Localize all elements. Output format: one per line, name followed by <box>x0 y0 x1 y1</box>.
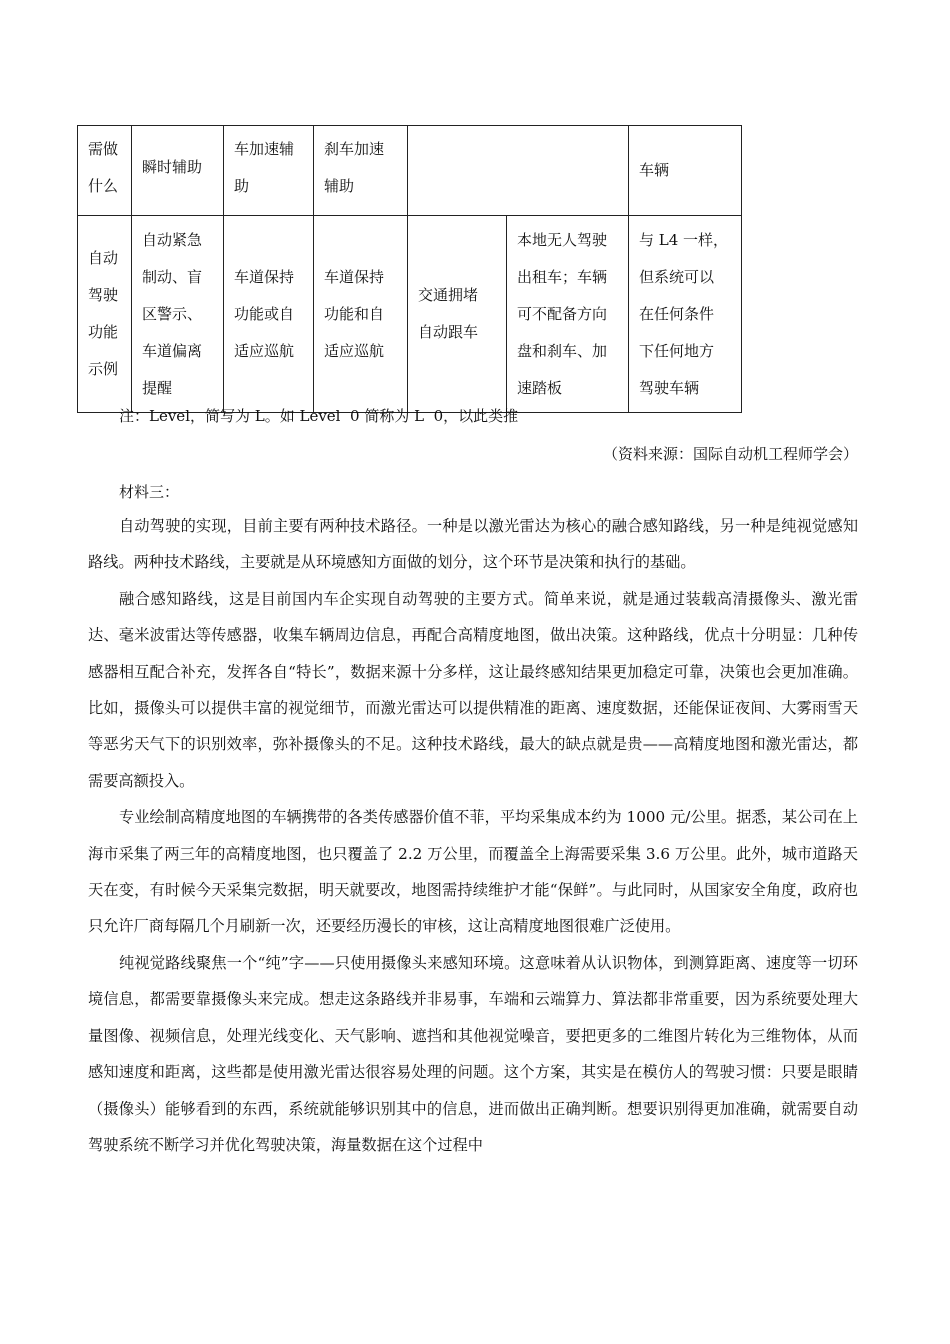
source-citation: （资料来源：国际自动机工程师学会） <box>602 445 858 463</box>
table-cell <box>224 126 314 216</box>
cell-text: 瞬时辅助 <box>142 158 203 176</box>
table-cell <box>314 216 408 413</box>
paragraph: 融合感知路线，这是目前国内车企实现自动驾驶的主要方式。简单来说，就是通过装载高清摄像头、激光雷达、毫米波雷达等传感器，收集车辆周边信息，再配合高精度地图，做出决策。这种路线，优点十分明显：几种传感器相互配合补充，发挥各自“特长”，数据来源十分多样，这让最终感知结果更加稳定可靠，决策也会更加准确。比如，摄像头可以提供丰富的视觉细节，而激光雷达可以提供精准的距离、速度数据，还能保证夜间、大雾雨雪天等恶劣天气下的识别效率，弥补摄像头的不足。这种技术路线，最大的缺点就是贵——高精度地图和激光雷达，都需要高额投入。 <box>88 589 858 790</box>
table-cell <box>224 216 314 413</box>
cell-text: 需做 什么 <box>88 140 119 195</box>
cell-text: 本地无人驾驶 出租车；车辆 可不配备方向 盘和刹车、加 速踏板 <box>517 230 608 397</box>
paragraph: 纯视觉路线聚焦一个“纯”字——只使用摄像头来感知环境。这意味着从认识物体，到测算距离、速度等一切环境信息，都需要靠摄像头来完成。想走这条路线并非易事，车端和云端算力、算法都非常重要，因为系统要处理大量图像、视频信息，处理光线变化、天气影响、遮挡和其他视觉噪音，要把更多的二维图片转化为三维物体，从而感知速度和距离，这些都是使用激光雷达很容易处理的问题。这个方案，其实是在模仿人的驾驶习惯：只要是眼睛（摄像头）能够看到的东西，系统就能够识别其中的信息，进而做出正确判断。想要识别得更加准确，就需要自动驾驶系统不断学习并优化驾驶决策，海量数据在这个过程中 <box>88 953 858 1154</box>
cell-text: 车加速辅 助 <box>234 140 295 195</box>
cell-text: 自动 驾驶 功能 示例 <box>88 249 119 378</box>
table-cell <box>629 126 742 216</box>
table-note: 注：Level，简写为 L。如 Level 0 简称为 L 0，以此类推 <box>119 407 519 425</box>
cell-text: 与 L4 一样， 但系统可以 在任何条件 下任何地方 驾驶车辆 <box>639 230 729 397</box>
section-heading: 材料三： <box>119 483 180 501</box>
cell-text: 车道保持 功能和自 适应巡航 <box>324 267 385 360</box>
table-cell <box>132 216 224 413</box>
autonomy-level-table <box>77 125 742 413</box>
article-body <box>88 508 858 1163</box>
paragraph: 自动驾驶的实现，目前主要有两种技术路径。一种是以激光雷达为核心的融合感知路线，另一种是纯视觉感知路线。两种技术路线，主要就是从环境感知方面做的划分，这个环节是决策和执行的基础。 <box>88 517 858 572</box>
cell-text: 交通拥堵 自动跟车 <box>418 286 479 341</box>
table-cell <box>314 126 408 216</box>
table-cell <box>507 216 629 413</box>
cell-text: 车辆 <box>639 161 670 179</box>
cell-text: 自动紧急 制动、盲 区警示、 车道偏离 提醒 <box>142 230 203 397</box>
table-cell <box>629 216 742 413</box>
table-cell <box>78 126 132 216</box>
table-cell <box>132 126 224 216</box>
cell-text: 车道保持 功能或自 适应巡航 <box>234 267 295 360</box>
table-row <box>78 126 742 216</box>
table-cell <box>78 216 132 413</box>
table-row <box>78 216 742 413</box>
table-cell <box>408 126 629 216</box>
table-cell <box>408 216 507 413</box>
cell-text: 刹车加速 辅助 <box>324 140 385 195</box>
paragraph: 专业绘制高精度地图的车辆携带的各类传感器价值不菲，平均采集成本约为 1000 元/公里。据悉，某公司在上海市采集了两三年的高精度地图，也只覆盖了 2.2 万公里，而覆盖全上海需要采集 3.6 万公里。此外，城市道路天天在变，有时候今天采集完数据，明天就要改，地图需持续维护才能“保鲜”。与此同时，从国家安全角度，政府也只允许厂商每隔几个月刷新一次，还要经历漫长的审核，这让高精度地图很难广泛使用。 <box>88 808 858 936</box>
